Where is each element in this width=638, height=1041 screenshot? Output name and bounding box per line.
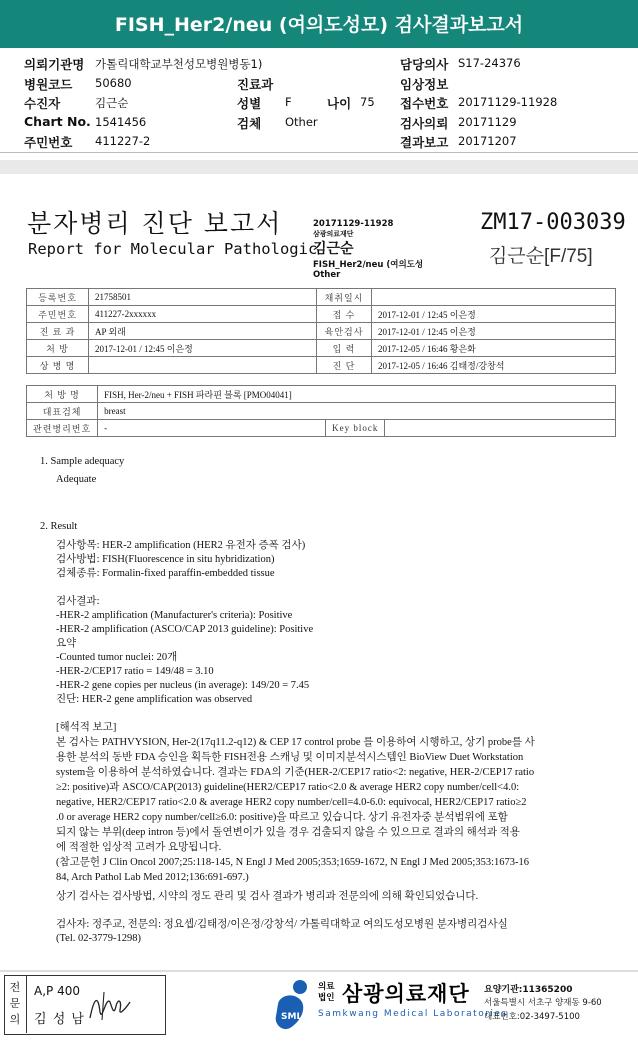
label-requesting-institution: 의뢰기관명	[24, 57, 85, 72]
lab-telephone: (Tel. 02-3779-1298)	[56, 933, 141, 944]
doctor-name: 김 성 남	[34, 1012, 85, 1027]
sml-logo-text: SML	[281, 1012, 303, 1022]
report-title-korean: 분자병리 진단 보고서	[27, 209, 283, 238]
specialist-box-label: 전문의	[9, 981, 21, 1026]
label-patient: 수진자	[24, 96, 61, 111]
interpretation-line: 에 적절한 임상적 고려가 요망됩니다.	[56, 842, 222, 853]
value-age: 75	[360, 95, 375, 109]
interpretation-line: 되지 않는 부위(deep intron 등)에서 돌연변이가 있을 경우 검출되지 않을 수 있으므로 결과의 해석과 적용	[56, 827, 520, 838]
registration-value-cell: AP 외래	[89, 323, 317, 340]
sticker-lab-name: 삼광의료재단	[313, 230, 354, 238]
related-pathology-value: -	[98, 420, 326, 437]
label-age: 나이	[327, 96, 352, 111]
registration-table	[26, 288, 616, 374]
registration-header-cell: 상 병 명	[27, 357, 89, 374]
sticker-specimen: Other	[313, 270, 341, 280]
registration-value-cell: 2017-12-01 / 12:45 이은정	[372, 306, 616, 323]
result-specimen-type: 검체종류: Formalin-fixed paraffin-embedded tissue	[56, 568, 275, 579]
lab-phone: 대표번호:02-3497-5100	[484, 1012, 580, 1022]
label-accession-number: 접수번호	[400, 96, 449, 111]
registration-row	[27, 289, 616, 306]
registration-header-cell: 진 료 과	[27, 323, 89, 340]
key-block-value	[385, 420, 616, 437]
value-result-report: 20171207	[458, 134, 517, 148]
label-sex: 성별	[237, 96, 262, 111]
institution-number: 요양기관:11365200	[484, 985, 573, 995]
value-chart-no: 1541456	[95, 115, 147, 129]
interpretation-paragraph	[56, 735, 535, 885]
interpretation-line: 본 검사는 PATHVYSION, Her-2(17q11.2-q12) & CEP 17 control probe 를 이용하여 시행하고, 상기 probe를 사	[56, 737, 535, 748]
interpretation-line: ≥2: positive)과 ASCO/CAP(2013) guideline(HER2/CEP17 ratio<2.0 & average HER2 copy number/cell<4.0:	[56, 782, 520, 793]
registration-row	[27, 340, 616, 357]
primary-specimen-value: breast	[98, 403, 616, 420]
info-divider	[0, 152, 638, 153]
label-resident-number: 주민번호	[24, 135, 73, 150]
result-label: 검사결과:	[56, 596, 100, 607]
registration-value-cell: 21758501	[89, 289, 317, 306]
doctor-code: A,P 400	[34, 984, 80, 998]
value-accession-number: 20171129-11928	[458, 95, 558, 109]
result-test-item: 검사항목: HER-2 amplification (HER2 유전자 증폭 검사)	[56, 540, 306, 551]
value-test-request: 20171129	[458, 115, 517, 129]
sticker-accession: 20171129-11928	[313, 219, 394, 229]
label-test-request: 검사의뢰	[400, 116, 449, 131]
registration-value-cell: 2017-12-01 / 12:45 이은정	[89, 340, 317, 357]
result-diagnosis: 진단: HER-2 gene amplification was observed	[56, 694, 253, 705]
report-number: ZM17-003039	[480, 210, 626, 235]
label-result-report: 결과보고	[400, 135, 449, 150]
label-attending-doctor: 담당의사	[400, 57, 449, 72]
registration-header-cell: 처 방	[27, 340, 89, 357]
registration-header-cell: 육안검사	[317, 323, 372, 340]
interpretation-line: .0 or average HER2 copy number/cell≥6.0: positive)을 따르고 있습니다. 상기 유전자중 분석범위에 포함	[56, 812, 508, 823]
specialist-box	[4, 975, 166, 1035]
result-asco-cap: -HER-2 amplification (ASCO/CAP 2013 guideline): Positive	[56, 624, 314, 635]
value-patient: 김근순	[95, 96, 129, 110]
value-hospital-code: 50680	[95, 76, 132, 90]
value-attending-doctor: S17-24376	[458, 56, 521, 70]
order-name-value: FISH, Her-2/neu + FISH 파라핀 블록 [PMO04041]	[98, 386, 616, 403]
patient-tag: 김근순[F/75]	[489, 246, 593, 267]
registration-row	[27, 323, 616, 340]
result-gene-copies: -HER-2 gene copies per nucleus (in average): 149/20 = 7.45	[56, 680, 310, 691]
registration-header-cell: 진 단	[317, 357, 372, 374]
confirmation-statement: 상기 검사는 검사방법, 시약의 정도 관리 및 검사 결과가 병리과 전문의에 의해 확인되었습니다.	[56, 891, 479, 902]
label-specimen: 검체	[237, 116, 262, 131]
org-english-name: Samkwang Medical Laboratories	[318, 1009, 508, 1019]
sml-logo-icon	[270, 978, 312, 1032]
registration-row	[27, 306, 616, 323]
label-chart-no: Chart No.	[24, 114, 91, 129]
interpretation-line: negative, HER2/CEP17 ratio<2.0 & average HER2 copy number/cell=4.0-6.0: equivocal, HER2/CEP17 ratio≥2	[56, 797, 527, 808]
related-pathology-header: 관련병리번호	[27, 420, 98, 437]
sticker-test-name: FISH_Her2/neu (여의도성	[313, 260, 424, 270]
registration-header-cell: 채취일시	[317, 289, 372, 306]
section-sample-adequacy-value: Adequate	[56, 474, 97, 485]
registration-header-cell: 등록번호	[27, 289, 89, 306]
interpretation-line: 용한 분석의 동반 FDA 승인을 획득한 FISH전용 스캐닝 및 이미지분석시스템인 BioView Duet Workstation	[56, 752, 524, 763]
registration-value-cell: 2017-12-01 / 12:45 이은정	[372, 323, 616, 340]
lab-address: 서울특별시 서초구 양재동 9-60	[484, 998, 602, 1008]
registration-value-cell: 2017-12-05 / 16:46 김태정/강창석	[372, 357, 616, 374]
section-result-title: 2. Result	[40, 521, 78, 532]
registration-value-cell: 2017-12-05 / 16:46 황은화	[372, 340, 616, 357]
registration-value-cell	[372, 289, 616, 306]
key-block-header: Key block	[326, 420, 385, 437]
result-test-method: 검사방법: FISH(Fluorescence in situ hybridization)	[56, 554, 275, 565]
result-ratio: -HER-2/CEP17 ratio = 149/48 = 3.10	[56, 666, 214, 677]
doctor-signature-icon	[86, 988, 132, 1024]
value-sex: F	[285, 95, 292, 109]
result-counted-nuclei: -Counted tumor nuclei: 20개	[56, 652, 178, 663]
corp-label: 의료법인	[318, 982, 335, 1003]
registration-header-cell: 접 수	[317, 306, 372, 323]
value-specimen: Other	[285, 115, 318, 129]
page-title: FISH_Her2/neu (여의도성모) 검사결과보고서	[114, 14, 524, 36]
result-manufacturer-criteria: -HER-2 amplification (Manufacturer's criteria): Positive	[56, 610, 293, 621]
interpretation-line: system을 이용하여 분석하였습니다. 결과는 FDA의 기준(HER-2/CEP17 ratio<2: negative, HER-2/CEP17 ratio	[56, 767, 535, 778]
value-requesting-institution: 가톨릭대학교부천성모병원병동1)	[95, 57, 263, 71]
order-name-header: 처 방 명	[27, 386, 98, 403]
label-hospital-code: 병원코드	[24, 77, 73, 92]
result-summary-label: 요약	[56, 638, 77, 649]
scan-edge-band	[0, 160, 638, 174]
order-table	[26, 385, 616, 437]
interpretation-line: (참고문헌 J Clin Oncol 2007;25:118-145, N Engl J Med 2005;353;1659-1672, N Engl J Med 2005;353:1673-16	[56, 857, 529, 868]
registration-row	[27, 357, 616, 374]
interpretation-line: 84, Arch Pathol Lab Med 2012;136:691-697.)	[56, 872, 249, 883]
value-resident-number: 411227-2	[95, 134, 151, 148]
sticker-patient-name: 김근순	[313, 241, 354, 257]
report-title-english: Report for Molecular Pathologic	[28, 240, 318, 258]
org-name: 삼광의료재단	[342, 982, 470, 1006]
footer-divider	[0, 970, 638, 972]
registration-header-cell: 입 력	[317, 340, 372, 357]
interpretation-title: [해석적 보고]	[56, 722, 117, 733]
label-clinical-info: 임상정보	[400, 77, 449, 92]
registration-value-cell	[89, 357, 317, 374]
section-sample-adequacy-title: 1. Sample adequacy	[40, 456, 125, 467]
signers-line: 검사자: 정주교, 전문의: 정요셉/김태정/이은정/강창석/ 가톨릭대학교 여의도성모병원 분자병리검사실	[56, 919, 508, 930]
registration-value-cell: 411227-2xxxxxx	[89, 306, 317, 323]
primary-specimen-header: 대표검체	[27, 403, 98, 420]
label-department: 진료과	[237, 77, 274, 92]
registration-header-cell: 주민번호	[27, 306, 89, 323]
